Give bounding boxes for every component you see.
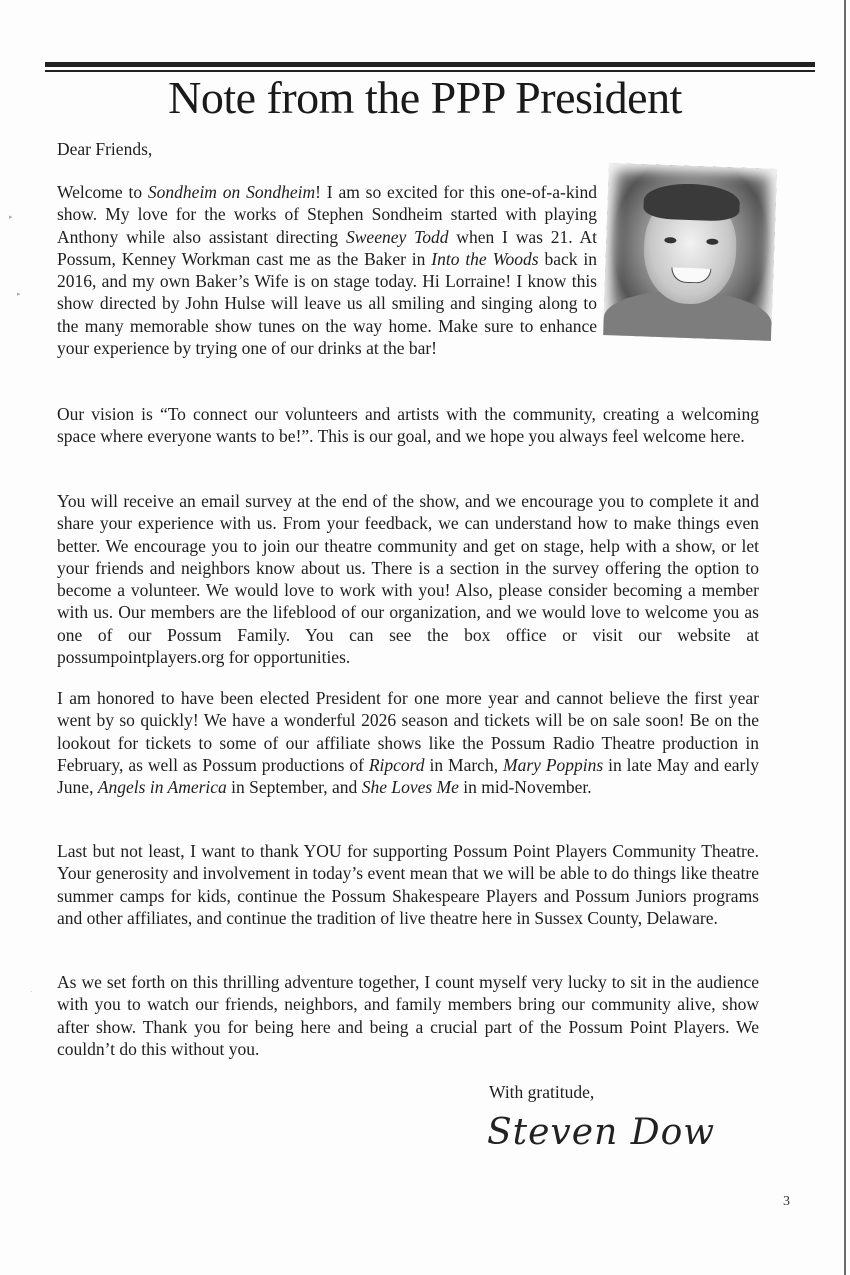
text-segment: in March,	[424, 754, 503, 775]
text-segment: in mid-November.	[458, 777, 592, 798]
page-title: Note from the PPP President	[168, 72, 682, 123]
text-segment: You will receive an email survey at the end of the show, and we encourage you to complete it and share your experience with us. From your feedback, we can understand how to make things even better. We encourage you to join our theatre community and get on stage, help with a show, or let your friends and neighbors know about us. There is a section in the survey offering the option to become a volunteer. We would love to work with you! Also, please consider becoming a member with us. Our members are the lifeblood of our organization, and we would love to welcome you as one of our Possum Family. You can see the box office or visit our website at possumpointplayers.org for opportunities.	[57, 491, 759, 668]
scan-speck: ▸	[17, 290, 21, 298]
text-segment: in late May and early June,	[57, 754, 759, 798]
text-segment: in September, and	[226, 777, 362, 798]
italic-title: Ripcord	[368, 754, 425, 775]
text-segment: Welcome to	[57, 182, 148, 202]
text-segment: Last but not least, I want to thank YOU for supporting Possum Point Players Community Theatre. Your generosity and involvement in today’s event mean that we will be able to do things like theatre summer camps for kids, continue the Possum Shakespeare Players and Possum Juniors programs and other affiliates, and continue the tradition of live theatre here in Sussex County, Delaware.	[57, 841, 759, 928]
paragraph-closing	[57, 971, 759, 1060]
text-segment: I am honored to have been elected President for one more year and cannot believe the first year went by so quickly! We have a wonderful 2026 season and tickets will be on sale soon! Be on the lookout for tickets to some of our affiliate shows like the Possum Radio Theatre production in February, as well as Possum productions of	[57, 688, 759, 775]
page-number: 3	[783, 1194, 790, 1209]
italic-title: Sondheim on Sondheim	[147, 182, 316, 202]
paragraph-season	[57, 687, 759, 798]
photo-eye-right	[706, 239, 718, 245]
text-segment: when I was 21. At Possum, Kenney Workman cast me as the Baker in	[57, 226, 598, 269]
italic-title: Into the Woods	[431, 248, 539, 269]
italic-title: Sweeney Todd	[346, 226, 449, 247]
italic-title: She Loves Me	[361, 777, 459, 798]
header-rule-thick	[45, 62, 815, 67]
photo-eye-left	[664, 237, 676, 243]
text-segment: back in 2016, and my own Baker’s Wife is on stage today. Hi Lorraine! I know this show directed by John Hulse will leave us all smiling and singing along to the many memorable show tunes on the way home. Make sure to enhance your experience by trying one of our drinks at the bar!	[57, 248, 597, 359]
closing-line: With gratitude,	[489, 1082, 595, 1102]
scan-speck: ▸	[9, 213, 13, 221]
text-segment: Our vision is “To connect our volunteers and artists with the community, creating a welcoming space where everyone wants to be!”. This is our goal, and we hope you always feel welcome here.	[57, 404, 759, 447]
paragraph-vision	[57, 403, 759, 448]
paragraph-thanks	[57, 840, 759, 929]
paragraph-survey	[57, 490, 759, 668]
text-segment: As we set forth on this thrilling adventure together, I count myself very lucky to sit in the audience with you to watch our friends, neighbors, and family members bring our community alive, show after show. Thank you for being here and being a crucial part of the Possum Point Players. We couldn’t do this without you.	[57, 972, 759, 1059]
italic-title: Mary Poppins	[503, 754, 604, 775]
italic-title: Angels in America	[97, 777, 227, 798]
paragraph-welcome	[57, 181, 597, 359]
signature: Steven Dow	[487, 1112, 716, 1153]
text-segment: ! I am so excited for this one-of-a-kind show. My love for the works of Stephen Sondheim started with playing Anthony while also assistant directing	[57, 182, 597, 247]
salutation: Dear Friends,	[57, 139, 153, 159]
scan-speck: ·	[30, 988, 33, 996]
photo-hair	[643, 182, 740, 221]
president-photo	[603, 163, 777, 341]
page-edge-shadow	[844, 0, 846, 1275]
